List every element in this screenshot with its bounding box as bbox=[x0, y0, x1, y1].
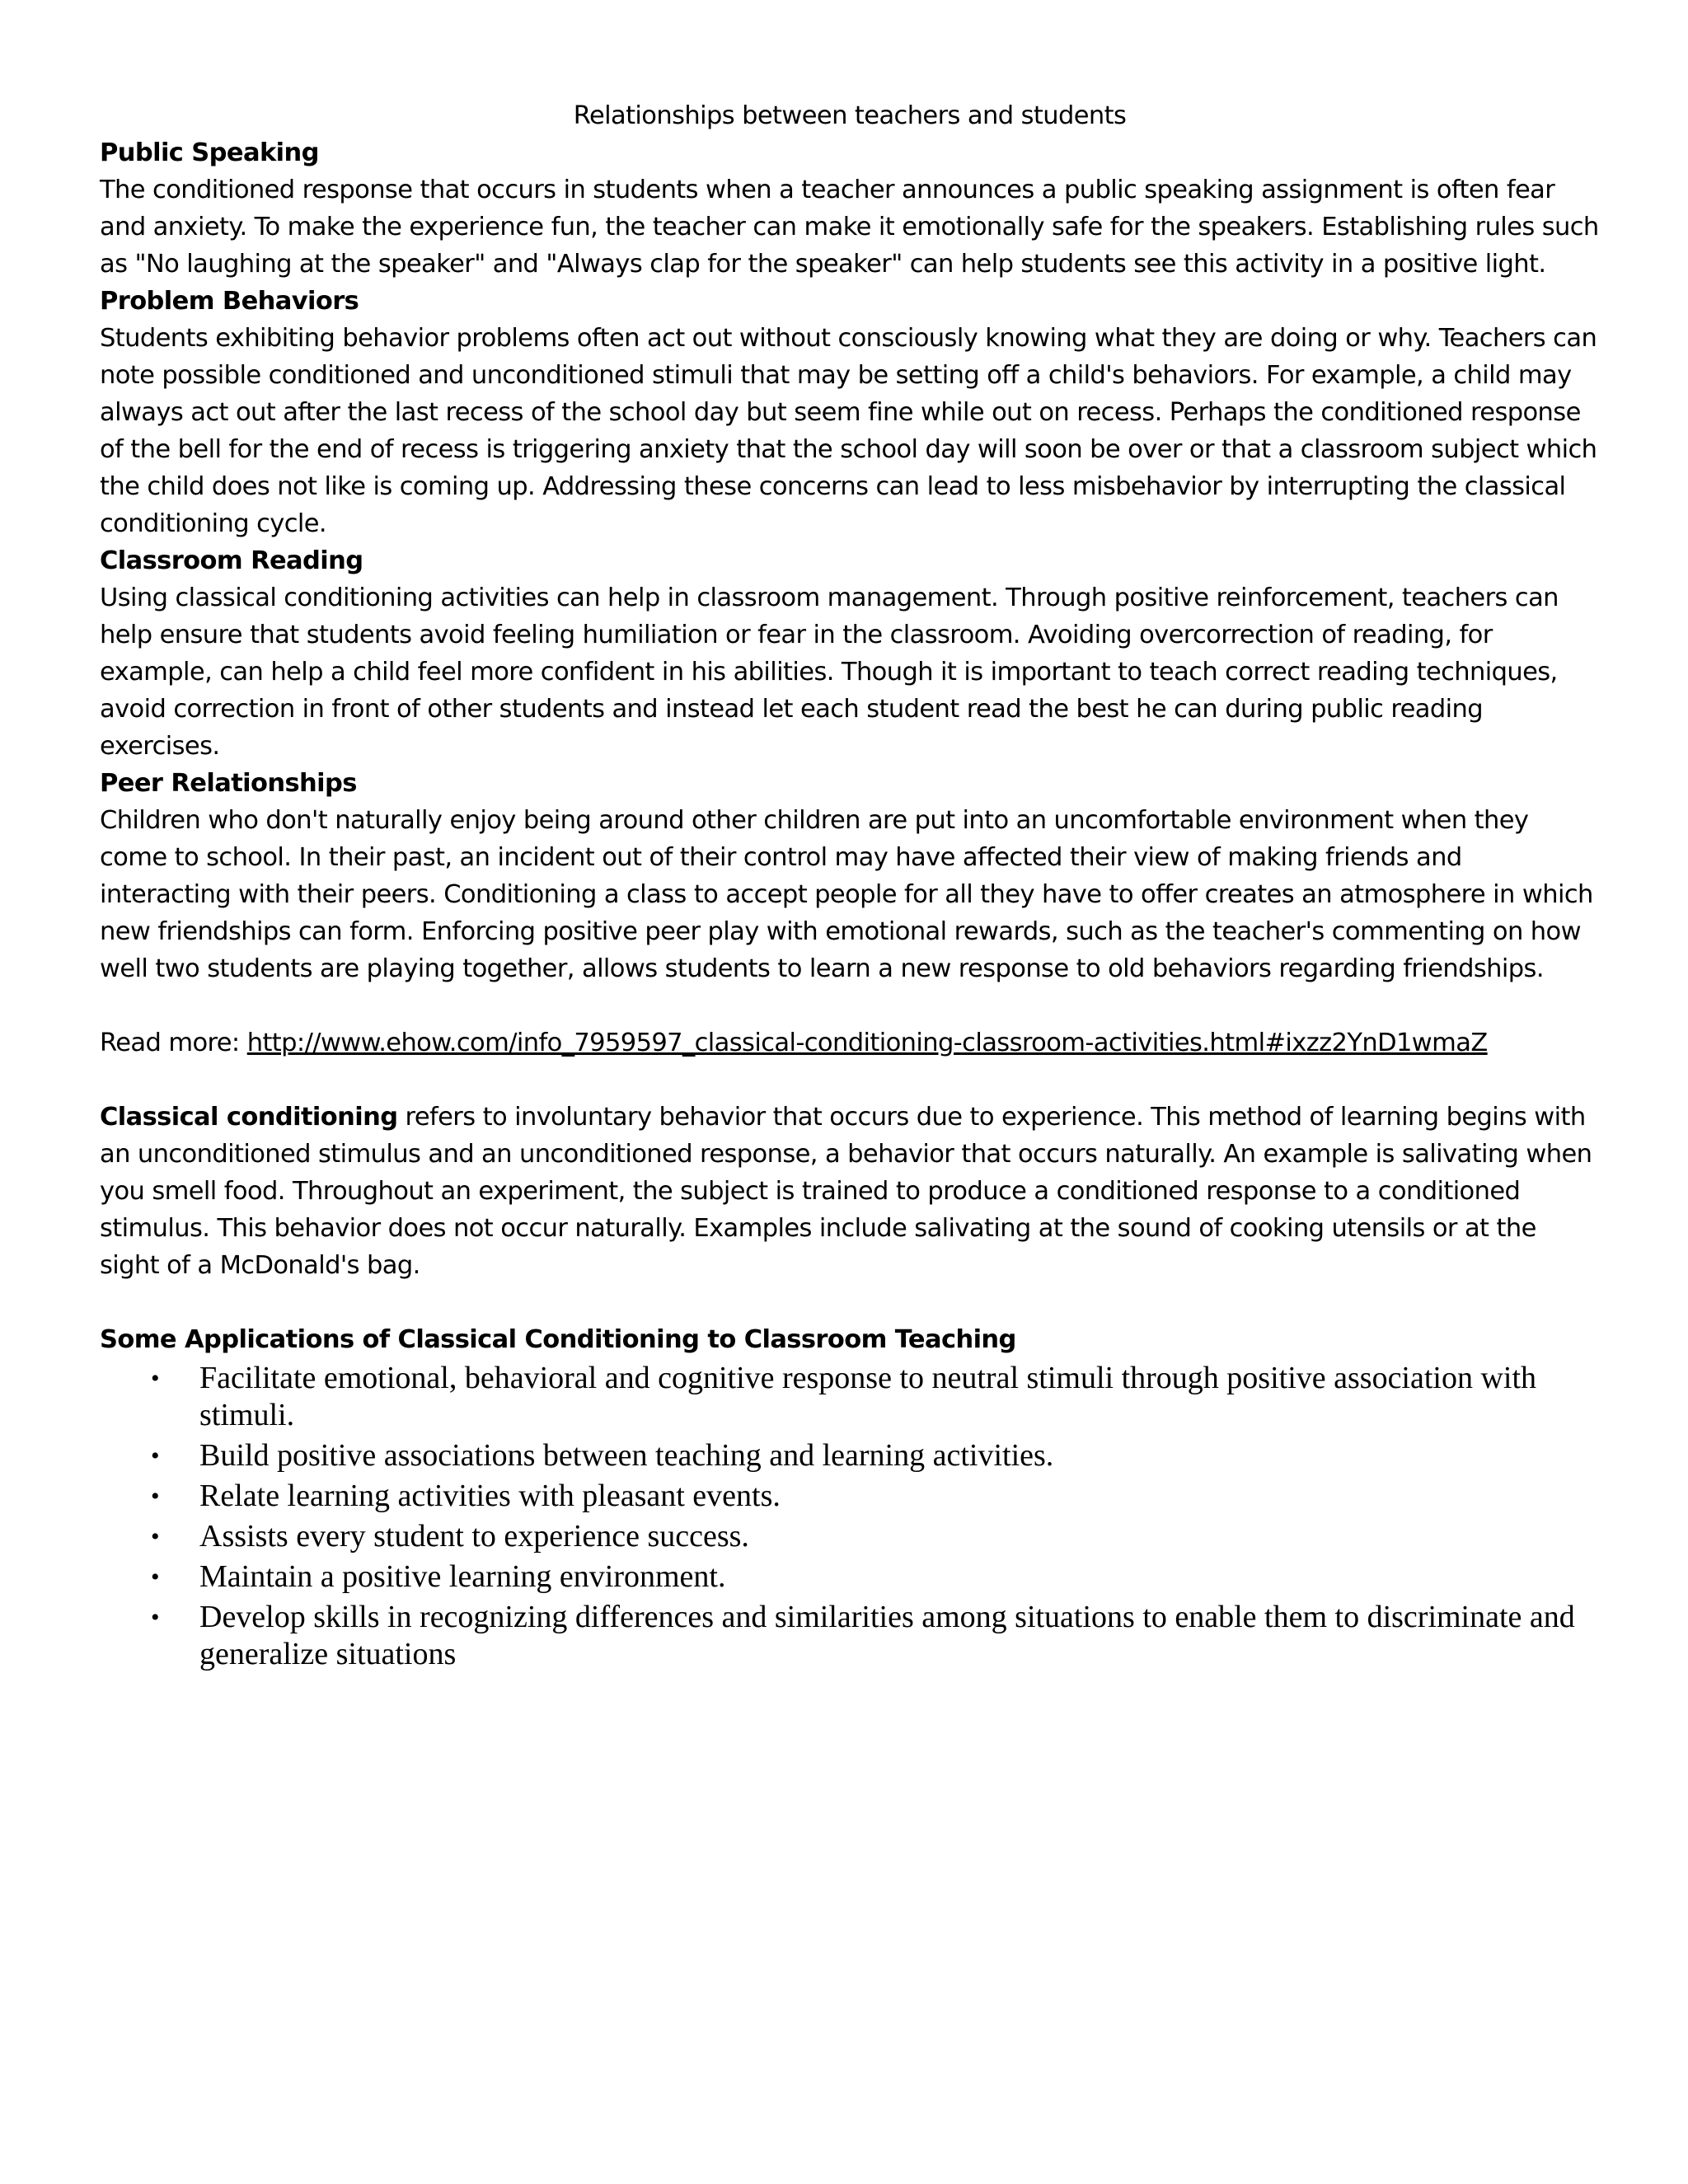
applications-heading: Some Applications of Classical Conditioning to Classroom Teaching bbox=[100, 1325, 1016, 1354]
list-item-text: Maintain a positive learning environment. bbox=[199, 1559, 726, 1594]
list-item bbox=[100, 1518, 1600, 1555]
bullet-icon: • bbox=[151, 1523, 160, 1550]
list-item bbox=[100, 1599, 1600, 1673]
list-item bbox=[100, 1437, 1600, 1474]
bullet-icon: • bbox=[151, 1483, 160, 1510]
document-page bbox=[100, 97, 1600, 1676]
section-peer-relationships bbox=[100, 765, 1600, 987]
paragraph-spacer bbox=[100, 1284, 1600, 1321]
section-heading: Public Speaking bbox=[100, 138, 319, 167]
list-item-text: Facilitate emotional, behavioral and cognitive response to neutral stimuli through positive association with stimuli. bbox=[199, 1361, 1537, 1432]
section-body: Using classical conditioning activities can help in classroom management. Through positive reinforcement, teachers can help ensure that students avoid feeling humiliation or fear in the classroom. Avoiding overcorrection of reading, for example, can help a child feel more confident in his abilities. Though it is important to teach correct reading techniques, avoid correction in front of other students and instead let each student read the best he can during public reading exercises. bbox=[100, 583, 1559, 761]
bullet-icon: • bbox=[151, 1563, 160, 1591]
section-heading: Problem Behaviors bbox=[100, 287, 359, 316]
read-more-label: Read more: bbox=[100, 1029, 247, 1057]
section-heading: Classroom Reading bbox=[100, 546, 363, 575]
list-item-text: Relate learning activities with pleasant events. bbox=[199, 1479, 781, 1513]
definition-text: refers to involuntary behavior that occurs due to experience. This method of learning begins with an unconditioned stimulus and an unconditioned response, a behavior that occurs naturally. An example is salivating when you smell food. Throughout an experiment, the subject is trained to produce a conditioned response to a conditioned stimulus. This behavior does not occur naturally. Examples include salivating at the sound of cooking utensils or at the sight of a McDonald's bag. bbox=[100, 1103, 1592, 1280]
document-title: Relationships between teachers and students bbox=[573, 101, 1127, 130]
bullet-icon: • bbox=[151, 1604, 160, 1631]
read-more-link[interactable]: http://www.ehow.com/info_7959597_classical-conditioning-classroom-activities.html#ixzz2YnD1wmaZ bbox=[246, 1029, 1488, 1057]
paragraph-spacer bbox=[100, 987, 1600, 1024]
section-classroom-reading bbox=[100, 542, 1600, 765]
list-item bbox=[100, 1558, 1600, 1596]
section-body: Students exhibiting behavior problems often act out without consciously knowing what they are doing or why. Teachers can note possible conditioned and unconditioned stimuli that may be setting off a child's behaviors. For example, a child may always act out after the last recess of the school day but seem fine while out on recess. Perhaps the conditioned response of the bell for the end of recess is triggering anxiety that the school day will soon be over or that a classroom subject which the child does not like is coming up. Addressing these concerns can lead to less misbehavior by interrupting the classical conditioning cycle. bbox=[100, 324, 1597, 538]
list-item bbox=[100, 1478, 1600, 1515]
bullet-icon: • bbox=[151, 1365, 160, 1392]
list-item bbox=[100, 1360, 1600, 1434]
list-item-text: Assists every student to experience success. bbox=[199, 1519, 749, 1554]
read-more-line bbox=[100, 1024, 1600, 1062]
section-public-speaking bbox=[100, 134, 1600, 283]
section-body: Children who don't naturally enjoy being around other children are put into an uncomfortable environment when they come to school. In their past, an incident out of their control may have affected their view of making friends and interacting with their peers. Conditioning a class to accept people for all they have to offer creates an atmosphere in which new friendships can form. Enforcing positive peer play with emotional rewards, such as the teacher's commenting on how well two students are playing together, allows students to learn a new response to old behaviors regarding friendships. bbox=[100, 806, 1593, 983]
list-item-text: Build positive associations between teaching and learning activities. bbox=[199, 1438, 1054, 1473]
section-heading: Peer Relationships bbox=[100, 769, 357, 798]
definition-paragraph bbox=[100, 1099, 1600, 1284]
bullet-icon: • bbox=[151, 1442, 160, 1469]
paragraph-spacer bbox=[100, 1062, 1600, 1099]
list-item-text: Develop skills in recognizing differences and similarities among situations to enable them to discriminate and generalize situations bbox=[199, 1600, 1575, 1671]
applications-list bbox=[100, 1360, 1600, 1673]
section-problem-behaviors bbox=[100, 283, 1600, 542]
definition-term: Classical conditioning bbox=[100, 1103, 398, 1132]
section-body: The conditioned response that occurs in students when a teacher announces a public speaking assignment is often fear and anxiety. To make the experience fun, the teacher can make it emotionally safe for the speakers. Establishing rules such as "No laughing at the speaker" and "Always clap for the speaker" can help students see this activity in a positive light. bbox=[100, 176, 1599, 279]
